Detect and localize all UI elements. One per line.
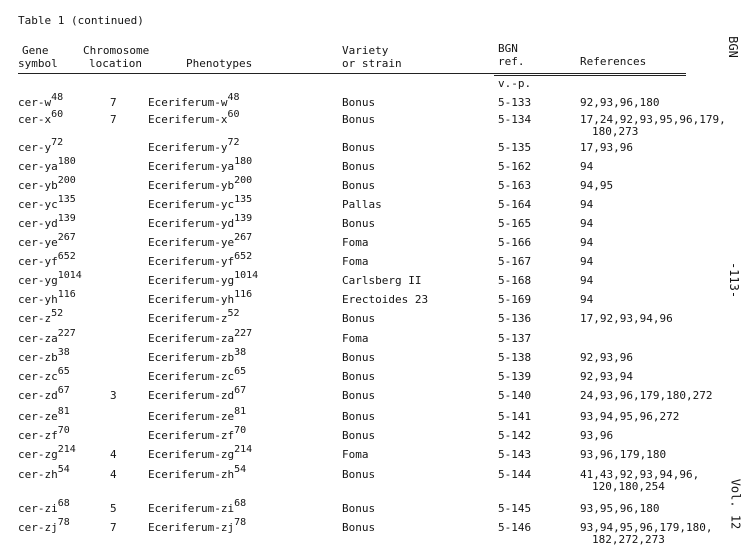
phenotype-superscript: 68 — [234, 498, 247, 509]
gene-name: cer-ze — [18, 410, 58, 423]
gene-name: cer-zd — [18, 389, 58, 402]
chromosome-location: 7 — [110, 113, 117, 126]
bgn-reference: 5-134 — [498, 113, 532, 126]
variety-or-strain: Bonus — [342, 468, 376, 481]
phenotype — [148, 347, 247, 364]
phenotype-superscript: 60 — [227, 109, 240, 120]
variety-or-strain: Bonus — [342, 217, 376, 230]
gene-symbol — [18, 156, 76, 173]
gene-name: cer-yg — [18, 274, 58, 287]
gene-superscript: 652 — [57, 251, 76, 262]
gene-symbol — [18, 308, 64, 325]
gene-symbol — [18, 213, 76, 230]
phenotype-superscript: 54 — [234, 464, 247, 475]
header-phenotypes: Phenotypes — [186, 57, 253, 70]
phenotype-name: Eceriferum-zh — [148, 468, 235, 481]
phenotype-superscript: 200 — [234, 175, 253, 186]
phenotype-name: Eceriferum-z — [148, 312, 228, 325]
gene-name: cer-yf — [18, 255, 58, 268]
header-bgn-line1: BGN — [498, 42, 518, 55]
references-line: 94,95 — [580, 179, 614, 192]
phenotype-superscript: 652 — [234, 251, 253, 262]
variety-or-strain: Bonus — [342, 113, 376, 126]
phenotype — [148, 425, 247, 442]
references-line: 120,180,254 — [592, 480, 665, 493]
phenotype-name: Eceriferum-zg — [148, 448, 235, 461]
phenotype-superscript: 214 — [234, 444, 253, 455]
phenotype — [148, 385, 247, 402]
phenotype — [148, 194, 253, 211]
header-rule-secondary — [494, 75, 686, 76]
references-line: 17,24,92,93,95,96,179, — [580, 113, 726, 126]
gene-superscript: 67 — [57, 385, 70, 396]
variety-or-strain: Bonus — [342, 312, 376, 325]
gene-name: cer-zc — [18, 370, 58, 383]
gene-name: cer-y — [18, 141, 52, 154]
references-line: 94 — [580, 198, 594, 211]
variety-or-strain: Foma — [342, 236, 369, 249]
side-label-bgn: BGN — [725, 36, 740, 58]
references-line: 94 — [580, 293, 594, 306]
gene-symbol — [18, 92, 64, 109]
phenotype-superscript: 52 — [227, 308, 240, 319]
references-line: 17,93,96 — [580, 141, 633, 154]
phenotype-name: Eceriferum-zd — [148, 389, 235, 402]
header-gene-line2: symbol — [18, 57, 58, 70]
chromosome-location: 4 — [110, 468, 117, 481]
bgn-reference: 5-137 — [498, 332, 532, 345]
phenotype — [148, 109, 240, 126]
phenotype-name: Eceriferum-yb — [148, 179, 235, 192]
references-line: 92,93,94 — [580, 370, 633, 383]
phenotype-name: Eceriferum-ze — [148, 410, 235, 423]
gene-name: cer-za — [18, 332, 58, 345]
phenotype-superscript: 135 — [234, 194, 253, 205]
gene-superscript: 78 — [57, 517, 70, 528]
references-line: 94 — [580, 217, 594, 230]
gene-superscript: 70 — [57, 425, 70, 436]
variety-or-strain: Bonus — [342, 160, 376, 173]
gene-superscript: 60 — [51, 109, 64, 120]
phenotype-superscript: 78 — [234, 517, 247, 528]
gene-symbol — [18, 194, 76, 211]
phenotype — [148, 444, 253, 461]
gene-superscript: 81 — [57, 406, 70, 417]
gene-name: cer-zi — [18, 502, 58, 515]
header-references: References — [580, 55, 647, 68]
references-line: 94 — [580, 274, 594, 287]
header-bgn-line2: ref. — [498, 55, 525, 68]
gene-superscript: 52 — [51, 308, 64, 319]
gene-name: cer-x — [18, 113, 52, 126]
phenotype — [148, 517, 247, 534]
gene-symbol — [18, 109, 64, 126]
gene-name: cer-zb — [18, 351, 58, 364]
gene-name: cer-ye — [18, 236, 58, 249]
chromosome-location: 7 — [110, 96, 117, 109]
variety-or-strain: Bonus — [342, 521, 376, 534]
header-variety-line2: or strain — [342, 57, 402, 70]
bgn-reference: 5-169 — [498, 293, 532, 306]
gene-name: cer-zj — [18, 521, 58, 534]
references-line: 94 — [580, 255, 594, 268]
phenotype-name: Eceriferum-y — [148, 141, 228, 154]
bgn-reference: 5-164 — [498, 198, 532, 211]
gene-superscript: 200 — [57, 175, 76, 186]
bgn-reference: 5-163 — [498, 179, 532, 192]
references-line: 92,93,96 — [580, 351, 633, 364]
gene-symbol — [18, 289, 76, 306]
gene-name: cer-zh — [18, 468, 58, 481]
variety-or-strain: Foma — [342, 332, 369, 345]
phenotype — [148, 328, 253, 345]
bgn-reference: 5-162 — [498, 160, 532, 173]
gene-name: cer-yh — [18, 293, 58, 306]
gene-superscript: 116 — [57, 289, 76, 300]
references-line: 41,43,92,93,94,96, — [580, 468, 700, 481]
bgn-reference: 5-145 — [498, 502, 532, 515]
bgn-reference: 5-144 — [498, 468, 532, 481]
phenotype — [148, 464, 247, 481]
gene-superscript: 180 — [57, 156, 76, 167]
chromosome-location: 4 — [110, 448, 117, 461]
variety-or-strain: Carlsberg II — [342, 274, 422, 287]
bgn-reference: 5-168 — [498, 274, 532, 287]
variety-or-strain: Erectoides 23 — [342, 293, 429, 306]
gene-name: cer-ya — [18, 160, 58, 173]
references-line: 182,272,273 — [592, 533, 665, 546]
header-variety-line1: Variety — [342, 44, 389, 57]
bgn-reference: 5-143 — [498, 448, 532, 461]
phenotype-name: Eceriferum-yd — [148, 217, 235, 230]
phenotype — [148, 270, 259, 287]
references-line: 94 — [580, 236, 594, 249]
phenotype-superscript: 70 — [234, 425, 247, 436]
gene-name: cer-zf — [18, 429, 58, 442]
variety-or-strain: Bonus — [342, 502, 376, 515]
gene-superscript: 135 — [57, 194, 76, 205]
phenotype — [148, 213, 253, 230]
phenotype-name: Eceriferum-zb — [148, 351, 235, 364]
variety-or-strain: Bonus — [342, 141, 376, 154]
gene-symbol — [18, 347, 70, 364]
phenotype — [148, 251, 253, 268]
bgn-reference: 5-146 — [498, 521, 532, 534]
gene-symbol — [18, 328, 76, 345]
table-caption: Table 1 (continued) — [18, 14, 144, 27]
variety-or-strain: Bonus — [342, 96, 376, 109]
phenotype-superscript: 67 — [234, 385, 247, 396]
variety-or-strain: Pallas — [342, 198, 382, 211]
phenotype — [148, 366, 247, 383]
bgn-reference: 5-165 — [498, 217, 532, 230]
gene-name: cer-zg — [18, 448, 58, 461]
gene-symbol — [18, 444, 76, 461]
phenotype-name: Eceriferum-yc — [148, 198, 235, 211]
gene-symbol — [18, 464, 70, 481]
gene-superscript: 54 — [57, 464, 70, 475]
phenotype-name: Eceriferum-zi — [148, 502, 235, 515]
phenotype-name: Eceriferum-w — [148, 96, 228, 109]
gene-symbol — [18, 251, 76, 268]
bgn-reference: 5-133 — [498, 96, 532, 109]
phenotype-name: Eceriferum-zf — [148, 429, 235, 442]
gene-superscript: 139 — [57, 213, 76, 224]
phenotype — [148, 92, 240, 109]
bgn-reference: 5-135 — [498, 141, 532, 154]
references-line: 93,96 — [580, 429, 614, 442]
variety-or-strain: Bonus — [342, 410, 376, 423]
references-line: 94 — [580, 160, 594, 173]
variety-or-strain: Bonus — [342, 429, 376, 442]
references-line: 17,92,93,94,96 — [580, 312, 673, 325]
chromosome-location: 3 — [110, 389, 117, 402]
phenotype-superscript: 227 — [234, 328, 253, 339]
phenotype — [148, 289, 253, 306]
side-label-page: -113- — [727, 261, 742, 299]
gene-superscript: 38 — [57, 347, 70, 358]
phenotype-name: Eceriferum-yg — [148, 274, 235, 287]
gene-name: cer-w — [18, 96, 52, 109]
phenotype — [148, 175, 253, 192]
gene-symbol — [18, 498, 70, 515]
references-line: 93,94,95,96,179,180, — [580, 521, 713, 534]
header-subheader: v.-p. — [498, 77, 532, 90]
phenotype — [148, 156, 253, 173]
gene-superscript: 65 — [57, 366, 70, 377]
references-line: 92,93,96,180 — [580, 96, 660, 109]
side-label-volume: Vol. 12 — [728, 478, 743, 530]
variety-or-strain: Bonus — [342, 179, 376, 192]
phenotype-superscript: 180 — [234, 156, 253, 167]
phenotype-superscript: 267 — [234, 232, 253, 243]
gene-superscript: 72 — [51, 137, 64, 148]
gene-superscript: 227 — [57, 328, 76, 339]
bgn-reference: 5-167 — [498, 255, 532, 268]
chromosome-location: 5 — [110, 502, 117, 515]
gene-symbol — [18, 406, 70, 423]
phenotype-name: Eceriferum-x — [148, 113, 228, 126]
gene-symbol — [18, 175, 76, 192]
gene-symbol — [18, 366, 70, 383]
gene-superscript: 1014 — [57, 270, 82, 281]
variety-or-strain: Bonus — [342, 389, 376, 402]
bgn-reference: 5-140 — [498, 389, 532, 402]
gene-symbol — [18, 232, 76, 249]
gene-name: cer-z — [18, 312, 52, 325]
phenotype-superscript: 65 — [234, 366, 247, 377]
header-gene-line1: Gene — [22, 44, 49, 57]
phenotype-name: Eceriferum-zc — [148, 370, 235, 383]
phenotype — [148, 232, 253, 249]
phenotype-superscript: 1014 — [234, 270, 259, 281]
gene-symbol — [18, 425, 70, 442]
bgn-reference: 5-166 — [498, 236, 532, 249]
gene-superscript: 214 — [57, 444, 76, 455]
gene-symbol — [18, 385, 70, 402]
gene-symbol — [18, 517, 70, 534]
references-line: 93,95,96,180 — [580, 502, 660, 515]
phenotype — [148, 498, 247, 515]
variety-or-strain: Foma — [342, 255, 369, 268]
chromosome-location: 7 — [110, 521, 117, 534]
variety-or-strain: Bonus — [342, 370, 376, 383]
phenotype-name: Eceriferum-yf — [148, 255, 235, 268]
phenotype-name: Eceriferum-ye — [148, 236, 235, 249]
gene-superscript: 267 — [57, 232, 76, 243]
references-line: 24,93,96,179,180,272 — [580, 389, 713, 402]
gene-name: cer-yd — [18, 217, 58, 230]
variety-or-strain: Foma — [342, 448, 369, 461]
bgn-reference: 5-142 — [498, 429, 532, 442]
phenotype-name: Eceriferum-yh — [148, 293, 235, 306]
gene-name: cer-yc — [18, 198, 58, 211]
phenotype-superscript: 72 — [227, 137, 240, 148]
phenotype — [148, 406, 247, 423]
bgn-reference: 5-136 — [498, 312, 532, 325]
gene-superscript: 48 — [51, 92, 64, 103]
phenotype — [148, 308, 240, 325]
phenotype-superscript: 81 — [234, 406, 247, 417]
bgn-reference: 5-141 — [498, 410, 532, 423]
phenotype — [148, 137, 240, 154]
gene-superscript: 68 — [57, 498, 70, 509]
bgn-reference: 5-138 — [498, 351, 532, 364]
references-line: 93,94,95,96,272 — [580, 410, 680, 423]
header-chromosome-line2: location — [89, 57, 142, 70]
references-line: 180,273 — [592, 125, 639, 138]
phenotype-superscript: 48 — [227, 92, 240, 103]
gene-symbol — [18, 137, 64, 154]
phenotype-superscript: 38 — [234, 347, 247, 358]
bgn-reference: 5-139 — [498, 370, 532, 383]
gene-name: cer-yb — [18, 179, 58, 192]
phenotype-name: Eceriferum-za — [148, 332, 235, 345]
phenotype-superscript: 139 — [234, 213, 253, 224]
references-line: 93,96,179,180 — [580, 448, 667, 461]
header-rule — [18, 73, 686, 74]
phenotype-superscript: 116 — [234, 289, 253, 300]
phenotype-name: Eceriferum-zj — [148, 521, 235, 534]
header-chromosome-line1: Chromosome — [83, 44, 150, 57]
variety-or-strain: Bonus — [342, 351, 376, 364]
gene-symbol — [18, 270, 82, 287]
phenotype-name: Eceriferum-ya — [148, 160, 235, 173]
